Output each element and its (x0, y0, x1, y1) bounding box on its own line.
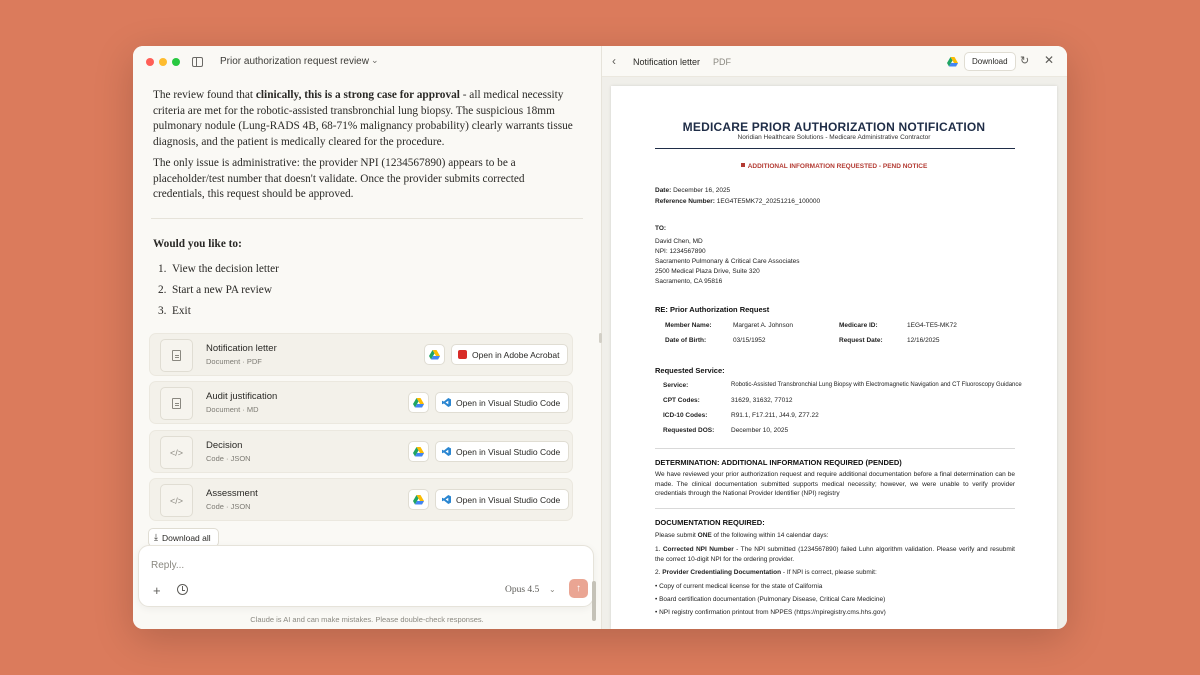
arrow-up-icon: ↑ (576, 583, 581, 594)
dos-label: Requested DOS: (663, 427, 715, 434)
google-drive-button[interactable] (408, 441, 429, 462)
request-date-label: Request Date: (839, 337, 883, 344)
option-item: 3. Exit (158, 305, 191, 317)
viewer-toolbar (602, 46, 1067, 77)
plus-icon[interactable]: + (153, 583, 161, 598)
file-name: Audit justification (206, 391, 278, 402)
to-label: TO: (655, 225, 667, 232)
file-name: Notification letter (206, 343, 277, 354)
medicare-id-label: Medicare ID: (839, 322, 878, 329)
question-heading: Would you like to: (153, 238, 242, 250)
member-name: Margaret A. Johnson (733, 322, 793, 329)
determination-text: We have reviewed your prior authorization request and require additional documentation before a final determination can be made. The clinical documentation submitted supports medical necessity; however, we were unable to verify provider credentials through the National Provider Identifier (NPI) registry (655, 471, 1015, 497)
open-in-vscode-button[interactable]: Open in Visual Studio Code (435, 441, 569, 462)
file-card-assessment[interactable] (149, 478, 573, 521)
cpt-value: 31629, 31632, 77012 (731, 397, 793, 404)
pend-notice: ADDITIONAL INFORMATION REQUESTED - PEND NOTICE (611, 163, 1057, 170)
letter-date: Date: December 16, 2025 (655, 187, 731, 194)
emphasis-text: clinically, this is a strong case for approval (255, 89, 460, 101)
option-item: 2. Start a new PA review (158, 284, 272, 296)
icd-value: R91.1, F17.211, J44.9, Z77.22 (731, 412, 819, 419)
square-icon (741, 163, 745, 167)
chevron-down-icon[interactable]: ⌄ (371, 55, 379, 65)
close-window-button[interactable] (146, 58, 154, 66)
section-divider (655, 448, 1015, 449)
request-date: 12/16/2025 (907, 337, 940, 344)
maximize-window-button[interactable] (172, 58, 180, 66)
service-value: Robotic-Assisted Transbronchial Lung Biopsy with Electromagnetic Navigation and CT Fluoroscopy Guidance (731, 382, 1022, 388)
code-icon: </> (160, 484, 193, 517)
google-drive-button[interactable] (408, 392, 429, 413)
download-all-button[interactable]: ⤓ Download all (148, 528, 219, 547)
app-window (133, 46, 1067, 629)
chevron-left-icon[interactable]: ‹ (612, 54, 616, 68)
section-divider (655, 508, 1015, 509)
service-label: Service: (663, 382, 689, 389)
disclaimer-text: Claude is AI and can make mistakes. Please double-check responses. (250, 615, 484, 624)
document-viewer (602, 46, 1067, 629)
doc-icon (160, 387, 193, 420)
file-card-notification-letter[interactable] (149, 333, 573, 376)
close-icon[interactable]: ✕ (1044, 53, 1055, 67)
doc-icon (160, 339, 193, 372)
code-icon: </> (160, 436, 193, 469)
documentation-bullet: • NPI registry confirmation printout from NPPES (https://npiregistry.cms.hhs.gov) (655, 609, 886, 616)
to-line: 2500 Medical Plaza Drive, Suite 320 (655, 268, 760, 275)
reply-input[interactable] (151, 560, 451, 571)
service-heading: Requested Service: (655, 366, 725, 375)
google-drive-button[interactable] (424, 344, 445, 365)
vscode-icon (442, 495, 451, 504)
reply-composer (138, 545, 594, 607)
letter-heading: MEDICARE PRIOR AUTHORIZATION NOTIFICATION (682, 120, 986, 134)
to-line: Sacramento, CA 95816 (655, 278, 723, 285)
documentation-heading: DOCUMENTATION REQUIRED: (655, 518, 765, 527)
documentation-item-2: 2. Provider Credentialing Documentation - If NPI is correct, please submit: (655, 569, 877, 576)
documentation-item-1: 1. Corrected NPI Number - The NPI submitted (1234567890) failed Luhn algorithm validation. Please verify and resubmit the correct 10-digit NPI for the ordering provider. (655, 546, 1015, 563)
documentation-intro: Please submit ONE of the following within 14 calendar days: (655, 532, 829, 539)
medicare-id: 1EG4-TE5-MK72 (907, 322, 957, 329)
file-card-audit-justification[interactable] (149, 381, 573, 424)
open-in-vscode-button[interactable]: Open in Visual Studio Code (435, 392, 569, 413)
file-meta: Code · JSON (206, 454, 251, 463)
file-name: Decision (206, 440, 243, 451)
cpt-label: CPT Codes: (663, 397, 700, 404)
file-meta: Code · JSON (206, 502, 251, 511)
sidebar-toggle-icon[interactable] (192, 57, 203, 67)
open-in-acrobat-button[interactable]: Open in Adobe Acrobat (451, 344, 568, 365)
download-button[interactable]: Download (964, 52, 1016, 71)
letter-reference: Reference Number: 1EG4TE5MK72_20251216_100000 (655, 198, 821, 205)
member-name-label: Member Name: (665, 322, 712, 329)
acrobat-icon (458, 350, 467, 359)
open-in-vscode-button[interactable]: Open in Visual Studio Code (435, 489, 569, 510)
pdf-page (611, 86, 1057, 629)
assistant-paragraph-1: The review found that clinically, this is a strong case for approval - all medical necessity criteria are met for the robotic-assisted transbronchial lung biopsy. The suspicious 18mm pulmonary nodule (Lung-RADS 4B, 68-71% malignancy probability) clearly warrants tissue diagnosis, and the patient is medically cleared for the procedure. (153, 89, 573, 148)
minimize-window-button[interactable] (159, 58, 167, 66)
model-selector[interactable]: Opus 4.5 (505, 585, 540, 595)
send-button[interactable] (569, 579, 588, 598)
option-item: 1. View the decision letter (158, 263, 279, 275)
viewer-file-type: PDF (713, 57, 731, 67)
dob-label: Date of Birth: (665, 337, 707, 344)
documentation-bullet: • Board certification documentation (Pulmonary Disease, Critical Care Medicine) (655, 596, 886, 603)
viewer-title: Notification letter (633, 57, 701, 67)
to-line: NPI: 1234567890 (655, 248, 706, 255)
vscode-icon (442, 398, 451, 407)
file-name: Assessment (206, 488, 258, 499)
title-bar (133, 46, 601, 78)
letter-subheading: Noridian Healthcare Solutions - Medicare Administrative Contractor (737, 134, 931, 141)
clock-icon[interactable] (177, 584, 188, 595)
file-meta: Document · PDF (206, 357, 262, 366)
conversation-title[interactable]: Prior authorization request review (220, 56, 369, 67)
refresh-icon[interactable]: ↻ (1020, 55, 1030, 67)
google-drive-icon (413, 398, 424, 408)
download-icon: ⤓ (154, 532, 158, 542)
dob: 03/15/1952 (733, 337, 766, 344)
google-drive-button[interactable] (408, 489, 429, 510)
file-card-decision[interactable] (149, 430, 573, 473)
dos-value: December 10, 2025 (731, 427, 789, 434)
to-line: David Chen, MD (655, 238, 703, 245)
to-line: Sacramento Pulmonary & Critical Care Associates (655, 258, 800, 265)
google-drive-icon (429, 350, 440, 360)
chevron-down-icon[interactable]: ⌄ (549, 585, 556, 594)
assistant-paragraph-2: The only issue is administrative: the provider NPI (1234567890) appears to be a placeholder/test number that doesn't validate. Once the provider submits corrected credentials, this request should be approved. (153, 157, 525, 200)
google-drive-icon (413, 495, 424, 505)
google-drive-button[interactable] (943, 53, 961, 71)
divider (151, 218, 583, 219)
icd-label: ICD-10 Codes: (663, 412, 708, 419)
file-meta: Document · MD (206, 405, 259, 414)
vscode-icon (442, 447, 451, 456)
google-drive-icon (413, 447, 424, 457)
google-drive-icon (947, 57, 958, 67)
chat-pane (133, 46, 601, 629)
determination-heading: DETERMINATION: ADDITIONAL INFORMATION REQUIRED (PENDED) (655, 458, 902, 467)
heading-rule (655, 148, 1015, 149)
re-heading: RE: Prior Authorization Request (655, 305, 770, 314)
documentation-bullet: • Copy of current medical license for the state of California (655, 583, 823, 590)
